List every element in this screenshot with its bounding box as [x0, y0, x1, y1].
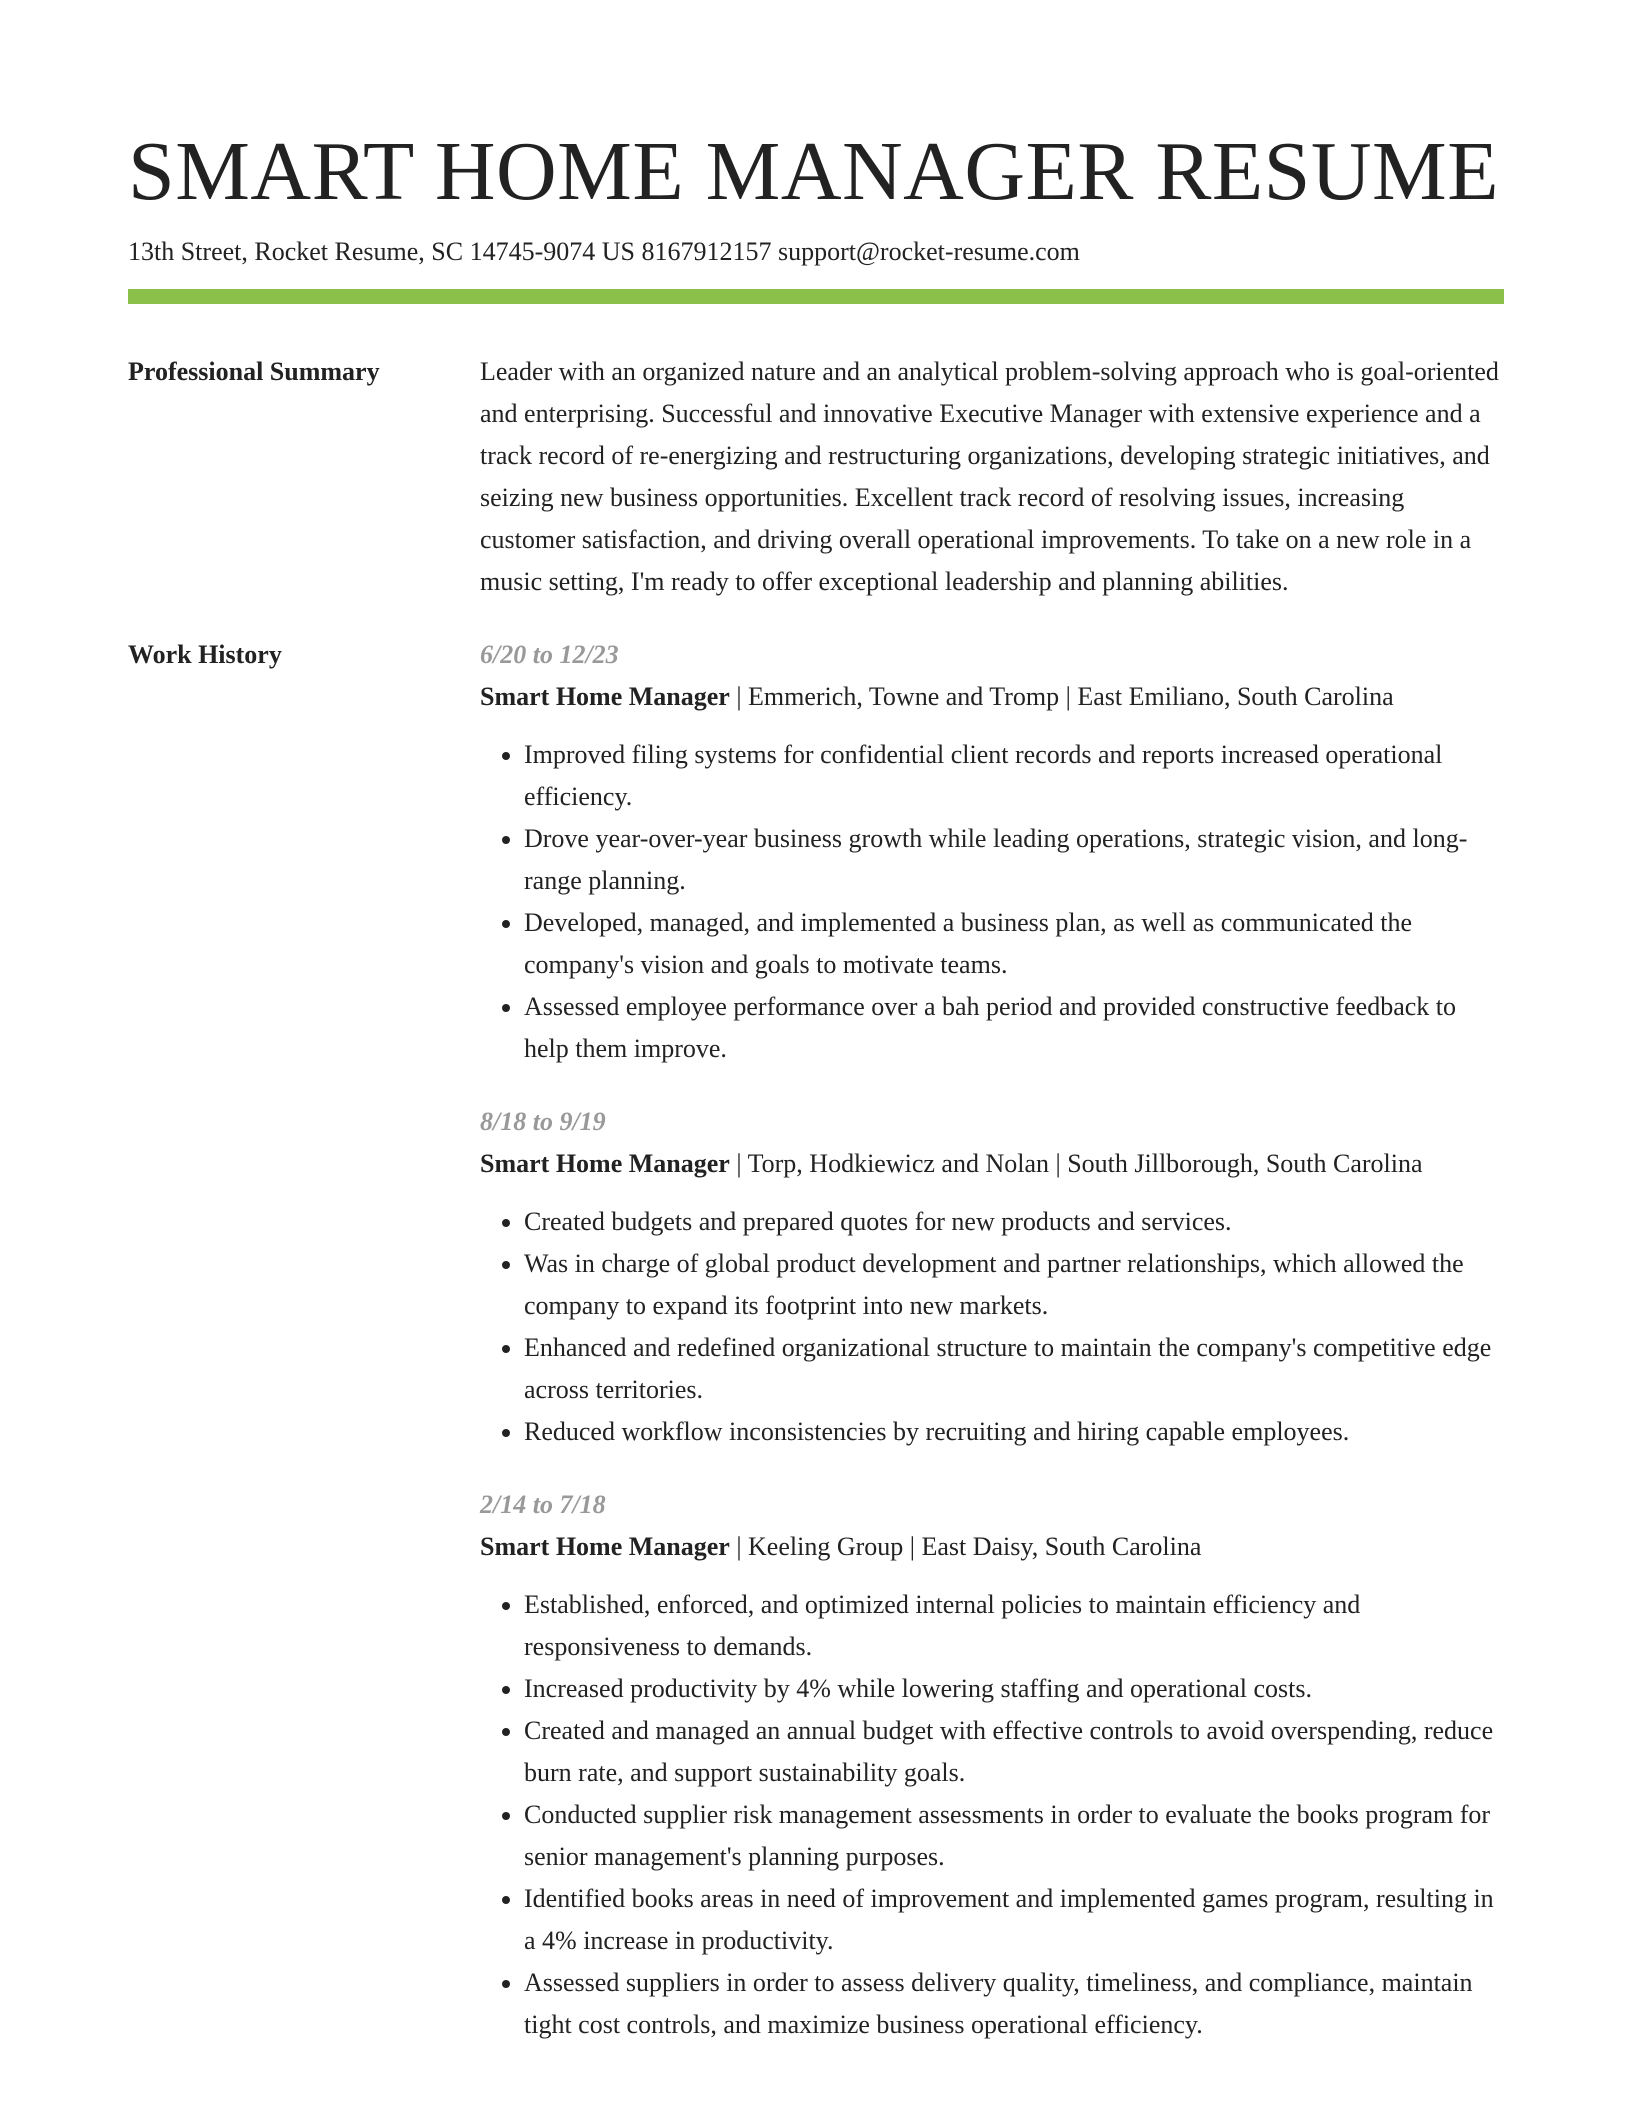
list-item: • Developed, managed, and implemented a business plan, as well as communicated the company's vision and goals to motivate teams.: [524, 902, 1504, 986]
job-bullets: [480, 1584, 1504, 2046]
job-bullets: [480, 734, 1504, 1070]
job-date: 2/14 to 7/18: [480, 1490, 606, 1519]
list-item: • Increased productivity by 4% while lowering staffing and operational costs.: [524, 1668, 1504, 1710]
job-date: 6/20 to 12/23: [480, 640, 619, 669]
list-item: • Created and managed an annual budget with effective controls to avoid overspending, reduce burn rate, and support sustainability goals.: [524, 1710, 1504, 1794]
list-item: • Established, enforced, and optimized internal policies to maintain efficiency and responsiveness to demands.: [524, 1584, 1504, 1668]
job-date: 8/18 to 9/19: [480, 1107, 606, 1136]
job-details: | Keeling Group | East Daisy, South Carolina: [729, 1532, 1202, 1561]
job-details: | Emmerich, Towne and Tromp | East Emiliano, South Carolina: [729, 682, 1394, 711]
summary-body: [480, 351, 1504, 603]
job-entry: [480, 634, 1504, 1070]
list-item: • Was in charge of global product development and partner relationships, which allowed the company to expand its footprint into new markets.: [524, 1243, 1504, 1327]
job-title-line: [480, 1143, 1504, 1185]
job-bullets: [480, 1201, 1504, 1453]
resume-page: [128, 0, 1504, 2077]
list-item: • Improved filing systems for confidential client records and reports increased operational efficiency.: [524, 734, 1504, 818]
job-title-line: [480, 676, 1504, 718]
header-divider: [128, 289, 1504, 304]
summary-text: Leader with an organized nature and an analytical problem-solving approach who is goal-oriented and enterprising. Successful and innovative Executive Manager with extensive experience and a track record of re-energizing and restructuring organizations, developing strategic initiatives, and seizing new business opportunities. Excellent track record of resolving issues, increasing customer satisfaction, and driving overall operational improvements. To take on a new role in a music setting, I'm ready to offer exceptional leadership and planning abilities.: [480, 357, 1499, 596]
job-title-line: [480, 1526, 1504, 1568]
job-title: Smart Home Manager: [480, 682, 730, 711]
job-title: Smart Home Manager: [480, 1532, 730, 1561]
list-item: • Drove year-over-year business growth while leading operations, strategic vision, and long-range planning.: [524, 818, 1504, 902]
list-item: • Reduced workflow inconsistencies by recruiting and hiring capable employees.: [524, 1411, 1504, 1453]
job-entry: [480, 1484, 1504, 2046]
summary-heading: Professional Summary: [128, 357, 380, 386]
summary-section: [128, 351, 1504, 603]
work-history-section: [128, 634, 1504, 2077]
list-item: • Assessed suppliers in order to assess delivery quality, timeliness, and compliance, maintain tight cost controls, and maximize business operational efficiency.: [524, 1962, 1504, 2046]
list-item: • Conducted supplier risk management assessments in order to evaluate the books program for senior management's planning purposes.: [524, 1794, 1504, 1878]
list-item: • Identified books areas in need of improvement and implemented games program, resulting in a 4% increase in productivity.: [524, 1878, 1504, 1962]
list-item: • Created budgets and prepared quotes for new products and services.: [524, 1201, 1504, 1243]
work-history-body: [480, 634, 1504, 2077]
list-item: • Enhanced and redefined organizational structure to maintain the company's competitive edge across territories.: [524, 1327, 1504, 1411]
job-entry: [480, 1101, 1504, 1453]
work-history-heading: Work History: [128, 640, 282, 669]
job-details: | Torp, Hodkiewicz and Nolan | South Jillborough, South Carolina: [729, 1149, 1423, 1178]
resume-title: SMART HOME MANAGER RESUME: [128, 125, 1500, 218]
job-title: Smart Home Manager: [480, 1149, 730, 1178]
contact-line: 13th Street, Rocket Resume, SC 14745-9074 US 8167912157 support@rocket-resume.com: [128, 237, 1080, 266]
list-item: • Assessed employee performance over a bah period and provided constructive feedback to help them improve.: [524, 986, 1504, 1070]
